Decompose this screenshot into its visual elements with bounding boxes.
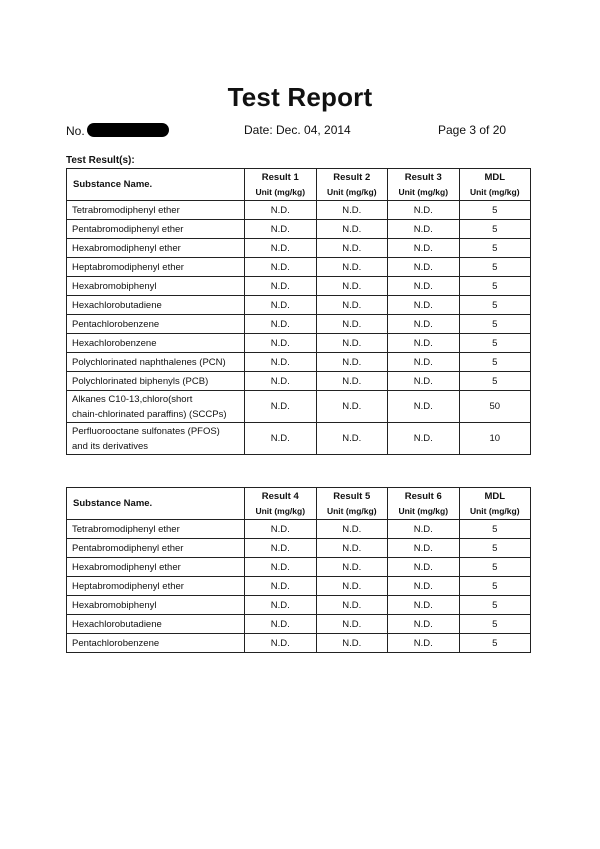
result-cell: N.D. — [316, 391, 388, 423]
result-cell: N.D. — [245, 423, 317, 455]
header-unit: Unit (mg/kg) — [398, 186, 449, 197]
result-cell: N.D. — [388, 577, 460, 596]
mdl-cell: 5 — [459, 634, 531, 653]
result-cell: N.D. — [388, 220, 460, 239]
header-label: Result 4 — [261, 490, 299, 502]
result-cell: N.D. — [388, 258, 460, 277]
result-cell: N.D. — [245, 372, 317, 391]
mdl-cell: 5 — [459, 277, 531, 296]
results-table-1-body — [67, 201, 531, 455]
substance-name-cell: Heptabromodiphenyl ether — [67, 258, 245, 277]
result-cell: N.D. — [316, 423, 388, 455]
result-cell: N.D. — [388, 558, 460, 577]
result-cell: N.D. — [245, 220, 317, 239]
result-3-header — [388, 169, 460, 201]
result-cell: N.D. — [388, 520, 460, 539]
substance-name-line: Perfluorooctane sulfonates (PFOS) — [72, 425, 220, 437]
table-row — [67, 258, 531, 277]
result-cell: N.D. — [245, 277, 317, 296]
substance-name-cell — [67, 391, 245, 423]
table-row — [67, 372, 531, 391]
result-cell: N.D. — [245, 520, 317, 539]
mdl-cell: 5 — [459, 239, 531, 258]
table-row — [67, 353, 531, 372]
substance-name-cell — [67, 423, 245, 455]
result-cell: N.D. — [245, 353, 317, 372]
result-cell: N.D. — [316, 615, 388, 634]
result-cell: N.D. — [388, 423, 460, 455]
header-label: Result 5 — [333, 490, 371, 502]
result-cell: N.D. — [388, 296, 460, 315]
result-cell: N.D. — [245, 334, 317, 353]
result-cell: N.D. — [316, 334, 388, 353]
result-cell: N.D. — [245, 539, 317, 558]
substance-name-cell: Pentachlorobenzene — [67, 634, 245, 653]
section-label: Test Result(s): — [66, 155, 135, 166]
result-cell: N.D. — [316, 296, 388, 315]
table-row — [67, 201, 531, 220]
mdl-cell: 5 — [459, 296, 531, 315]
substance-name-cell: Hexabromobiphenyl — [67, 277, 245, 296]
report-title: Test Report — [227, 82, 373, 112]
result-cell: N.D. — [245, 315, 317, 334]
page-number: Page 3 of 20 — [438, 123, 507, 137]
table-row — [67, 539, 531, 558]
result-cell: N.D. — [316, 539, 388, 558]
table-row — [67, 220, 531, 239]
result-cell: N.D. — [316, 372, 388, 391]
table-row — [67, 296, 531, 315]
result-cell: N.D. — [388, 334, 460, 353]
substance-name-cell: Pentabromodiphenyl ether — [67, 220, 245, 239]
report-number — [66, 123, 169, 138]
table-row — [67, 577, 531, 596]
mdl-cell: 5 — [459, 577, 531, 596]
mdl-cell: 5 — [459, 596, 531, 615]
result-cell: N.D. — [388, 201, 460, 220]
substance-name-cell: Polychlorinated biphenyls (PCB) — [67, 372, 245, 391]
table-row — [67, 315, 531, 334]
substance-header: Substance Name. — [67, 488, 245, 520]
mdl-cell: 5 — [459, 615, 531, 634]
result-cell: N.D. — [316, 220, 388, 239]
mdl-header — [459, 169, 531, 201]
mdl-cell: 5 — [459, 334, 531, 353]
table-row — [67, 334, 531, 353]
table-header-row — [67, 169, 531, 201]
result-cell: N.D. — [388, 539, 460, 558]
result-6-header — [388, 488, 460, 520]
mdl-cell: 5 — [459, 315, 531, 334]
table-row — [67, 239, 531, 258]
results-table-1 — [66, 168, 531, 455]
result-cell: N.D. — [316, 577, 388, 596]
table-row — [67, 558, 531, 577]
result-cell: N.D. — [245, 258, 317, 277]
header-unit: Unit (mg/kg) — [255, 186, 306, 197]
result-cell: N.D. — [316, 315, 388, 334]
mdl-cell: 10 — [459, 423, 531, 455]
substance-name-cell: Pentabromodiphenyl ether — [67, 539, 245, 558]
result-cell: N.D. — [388, 596, 460, 615]
result-cell: N.D. — [388, 315, 460, 334]
mdl-cell: 5 — [459, 258, 531, 277]
substance-name-cell: Hexabromobiphenyl — [67, 596, 245, 615]
result-cell: N.D. — [316, 277, 388, 296]
header-unit: Unit (mg/kg) — [469, 186, 520, 197]
substance-header: Substance Name. — [67, 169, 245, 201]
result-1-header — [245, 169, 317, 201]
table-row — [67, 391, 531, 423]
mdl-cell: 5 — [459, 353, 531, 372]
table-header-row — [67, 488, 531, 520]
mdl-cell: 5 — [459, 558, 531, 577]
result-cell: N.D. — [388, 615, 460, 634]
result-cell: N.D. — [316, 558, 388, 577]
result-cell: N.D. — [245, 201, 317, 220]
mdl-cell: 50 — [459, 391, 531, 423]
substance-name-line: and its derivatives — [72, 440, 149, 452]
results-table-2-body — [67, 520, 531, 653]
header-unit: Unit (mg/kg) — [326, 505, 377, 516]
mdl-cell: 5 — [459, 372, 531, 391]
header-label: MDL — [484, 490, 506, 502]
table-row — [67, 634, 531, 653]
table-row — [67, 277, 531, 296]
substance-name-line: chain-chlorinated paraffins) (SCCPs) — [72, 408, 227, 420]
mdl-cell: 5 — [459, 520, 531, 539]
substance-name-cell: Polychlorinated naphthalenes (PCN) — [67, 353, 245, 372]
substance-name-cell: Hexachlorobutadiene — [67, 296, 245, 315]
table-row — [67, 520, 531, 539]
result-cell: N.D. — [388, 372, 460, 391]
substance-name-cell: Tetrabromodiphenyl ether — [67, 520, 245, 539]
result-cell: N.D. — [245, 239, 317, 258]
mdl-cell: 5 — [459, 220, 531, 239]
mdl-cell: 5 — [459, 201, 531, 220]
table-row — [67, 615, 531, 634]
substance-name-cell: Pentachlorobenzene — [67, 315, 245, 334]
result-cell: N.D. — [316, 634, 388, 653]
report-number-label: No. — [66, 124, 85, 138]
table-row — [67, 596, 531, 615]
substance-name-cell: Tetrabromodiphenyl ether — [67, 201, 245, 220]
substance-name-cell: Heptabromodiphenyl ether — [67, 577, 245, 596]
header-label: Result 3 — [404, 171, 442, 183]
header-unit: Unit (mg/kg) — [398, 505, 449, 516]
result-cell: N.D. — [388, 634, 460, 653]
result-4-header — [245, 488, 317, 520]
result-cell: N.D. — [388, 353, 460, 372]
header-label: Result 1 — [261, 171, 299, 183]
result-cell: N.D. — [245, 296, 317, 315]
header-unit: Unit (mg/kg) — [326, 186, 377, 197]
substance-name-cell: Hexachlorobutadiene — [67, 615, 245, 634]
substance-name-cell: Hexabromodiphenyl ether — [67, 558, 245, 577]
result-cell: N.D. — [245, 577, 317, 596]
result-cell: N.D. — [245, 615, 317, 634]
result-cell: N.D. — [316, 258, 388, 277]
result-cell: N.D. — [316, 596, 388, 615]
result-cell: N.D. — [245, 558, 317, 577]
substance-name-cell: Hexabromodiphenyl ether — [67, 239, 245, 258]
header-label: Result 6 — [404, 490, 442, 502]
header-unit: Unit (mg/kg) — [255, 505, 306, 516]
result-cell: N.D. — [245, 391, 317, 423]
substance-name-line: Alkanes C10-13,chloro(short — [72, 393, 193, 405]
header-label: Result 2 — [333, 171, 371, 183]
header-unit: Unit (mg/kg) — [469, 505, 520, 516]
result-5-header — [316, 488, 388, 520]
report-date: Date: Dec. 04, 2014 — [244, 123, 351, 137]
results-table-2 — [66, 487, 531, 653]
result-cell: N.D. — [316, 239, 388, 258]
substance-name-cell: Hexachlorobenzene — [67, 334, 245, 353]
result-cell: N.D. — [245, 596, 317, 615]
mdl-cell: 5 — [459, 539, 531, 558]
result-cell: N.D. — [388, 277, 460, 296]
result-cell: N.D. — [316, 520, 388, 539]
redacted-number-block — [87, 123, 169, 137]
mdl-header — [459, 488, 531, 520]
result-cell: N.D. — [388, 239, 460, 258]
result-cell: N.D. — [316, 353, 388, 372]
header-label: MDL — [484, 171, 506, 183]
result-2-header — [316, 169, 388, 201]
table-row — [67, 423, 531, 455]
result-cell: N.D. — [316, 201, 388, 220]
result-cell: N.D. — [388, 391, 460, 423]
result-cell: N.D. — [245, 634, 317, 653]
